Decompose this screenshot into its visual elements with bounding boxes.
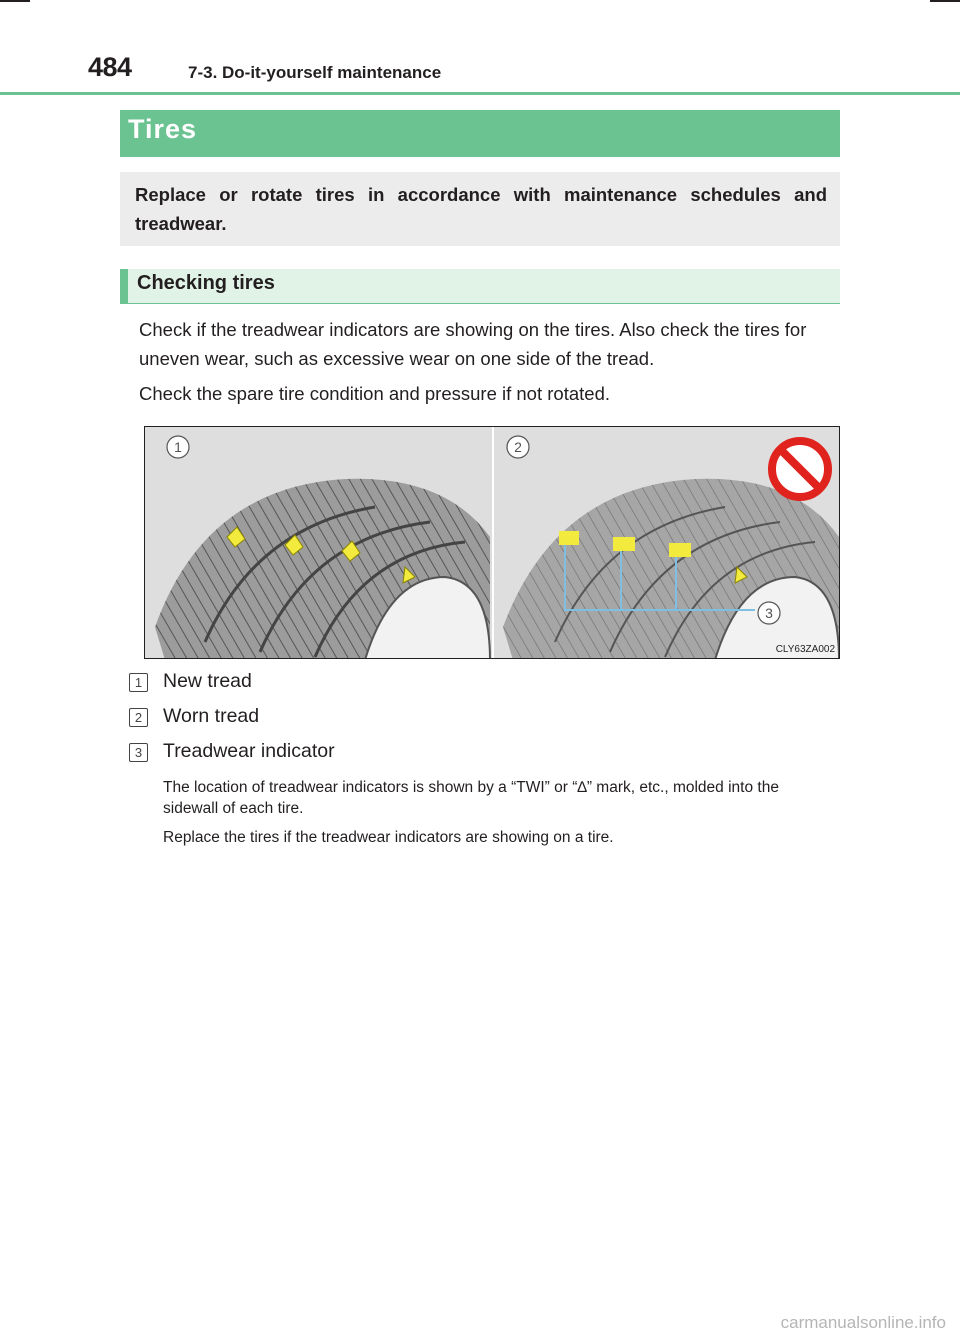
- svg-text:2: 2: [514, 439, 522, 455]
- svg-text:3: 3: [765, 605, 773, 621]
- paragraph-spare-tire: Check the spare tire condition and pressure if not rotated.: [139, 383, 610, 404]
- page-title: Tires: [128, 114, 198, 144]
- worn-indicator: [559, 531, 579, 545]
- note-twi-location: The location of treadwear indicators is shown by a “TWI” or “∆” mark, etc., molded into the sidewall of each tire.: [163, 779, 779, 817]
- item-number-1: 1: [129, 673, 148, 692]
- header-rule: [0, 92, 960, 95]
- crop-mark-right: [930, 0, 960, 2]
- item-number-3: 3: [129, 743, 148, 762]
- panel-label-2: [507, 436, 529, 458]
- intro-text: Replace or rotate tires in accordance with maintenance schedules and treadwear.: [135, 184, 827, 234]
- section-title: 7-3. Do-it-yourself maintenance: [188, 63, 442, 82]
- item-label-treadwear-indicator: Treadwear indicator: [163, 740, 335, 762]
- footer-watermark[interactable]: carmanualsonline.info: [780, 1313, 946, 1332]
- paragraph-check-treadwear: Check if the treadwear indicators are showing on the tires. Also check the tires for uneven wear, such as excessive wear on one side of the tread.: [139, 319, 807, 369]
- item-label-worn-tread: Worn tread: [163, 705, 260, 727]
- prohibited-icon: [772, 441, 828, 497]
- subsection-title: Checking tires: [137, 272, 275, 294]
- crop-mark-left: [0, 0, 30, 2]
- figure-code: CLY63ZA002: [775, 644, 835, 655]
- worn-indicator: [669, 543, 691, 557]
- tire-drawing: [145, 427, 840, 659]
- tire-illustration: [144, 426, 840, 659]
- worn-indicator: [613, 537, 635, 551]
- svg-text:1: 1: [174, 439, 182, 455]
- item-label-new-tread: New tread: [163, 670, 252, 692]
- panel-label-1: [167, 436, 189, 458]
- note-replace-tires: Replace the tires if the treadwear indicators are showing on a tire.: [163, 829, 614, 846]
- page-number: 484: [88, 52, 132, 82]
- subsection-accent: [120, 269, 128, 304]
- item-number-2: 2: [129, 708, 148, 727]
- panel-label-3: [758, 602, 780, 624]
- title-bar: [120, 110, 840, 157]
